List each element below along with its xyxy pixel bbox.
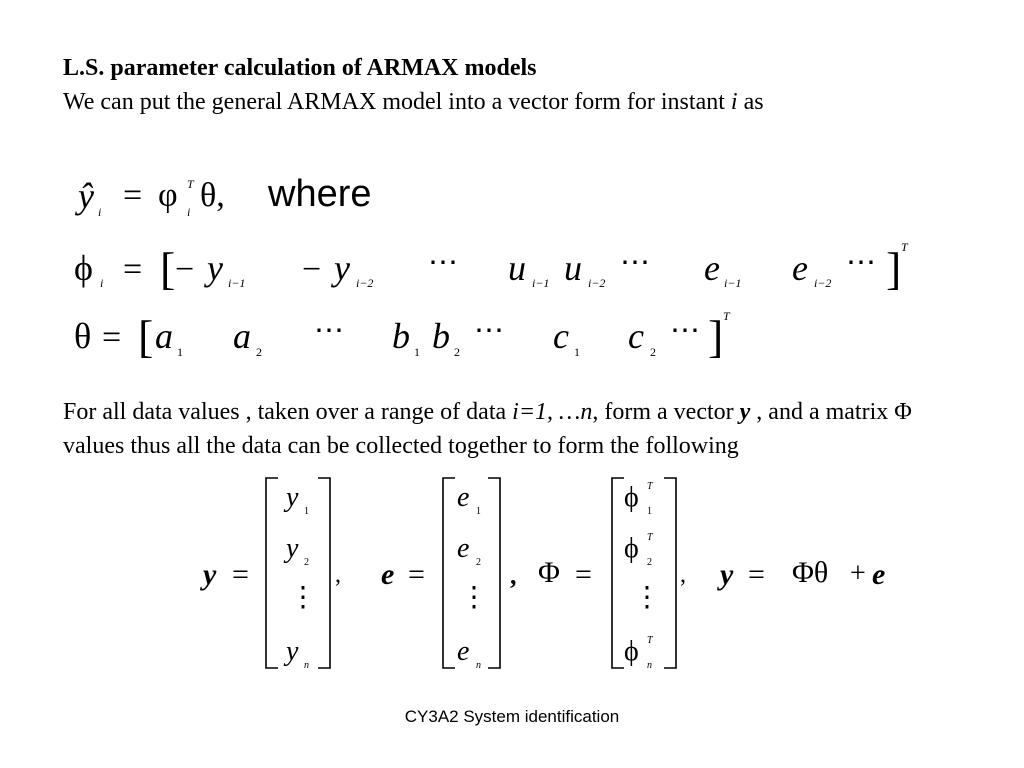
y-comma: , <box>335 562 341 588</box>
eq2-right-bracket: ] <box>886 243 902 294</box>
eq3-right-bracket: ] <box>708 311 724 362</box>
phi-entry-2-sub: 2 <box>647 557 652 568</box>
eq2-ellipsis-1: ⋯ <box>428 246 458 279</box>
e-entry-1-sub: 1 <box>476 506 481 517</box>
eq3-left-bracket: [ <box>138 311 154 362</box>
para-text-3: , and a matrix <box>750 399 895 425</box>
phi-entry-n-sub: n <box>647 660 652 671</box>
eq2-ellipsis-2: ⋯ <box>620 246 650 279</box>
eq3-b2-sym: b <box>432 316 450 356</box>
eq3-c2-sym: c <box>628 316 644 356</box>
e-right-bracket <box>488 478 500 668</box>
eq2-term-e1-sym: e <box>704 248 720 288</box>
eq3-equals: = <box>102 319 122 356</box>
phi-sub: i <box>187 205 191 219</box>
matrix-Phi <box>538 478 686 671</box>
eq3-transpose: T <box>723 309 730 323</box>
y-entry-2: y <box>286 533 299 564</box>
eq2-term-u2-sub: i−2 <box>588 276 606 290</box>
eq3-ellipsis-2: ⋯ <box>474 314 504 347</box>
eq3-b1-sub: 1 <box>414 345 420 359</box>
eq3-ellipsis-3: ⋯ <box>670 314 700 347</box>
phi-entry-1-sup: T <box>647 481 653 492</box>
Phi-comma: , <box>680 562 686 588</box>
eq3-c2-sub: 2 <box>650 345 656 359</box>
eq2-term-2-sign: − <box>302 251 322 288</box>
slide-heading: L.S. parameter calculation of ARMAX models <box>63 55 537 81</box>
Phi-right-bracket <box>664 478 676 668</box>
eq2-term-e2-sym: e <box>792 248 808 288</box>
y-entry-n-sub: n <box>304 660 309 671</box>
phi-entry-n: ϕ <box>624 636 639 667</box>
eq3-a2-sym: a <box>233 316 251 356</box>
intro-text-after: as <box>737 89 764 115</box>
eq3-c1-sym: c <box>553 316 569 356</box>
phi-entry-n-sup: T <box>647 635 653 646</box>
model-plus: + <box>850 558 866 589</box>
eq2-term-u1-sub: i−1 <box>532 276 550 290</box>
y-entry-n: y <box>286 636 299 667</box>
e-vector-lhs: e <box>381 558 395 591</box>
eq2-term-u2-sym: u <box>564 248 582 288</box>
eq3-c1-sub: 1 <box>574 345 580 359</box>
eq3-a2-sub: 2 <box>256 345 262 359</box>
e-comma: , <box>510 561 517 590</box>
Phi-equals: = <box>575 558 592 591</box>
eq3-b2-sub: 2 <box>454 345 460 359</box>
y-vdots: ⋮ <box>289 582 317 613</box>
phi-entry-2: ϕ <box>624 533 639 564</box>
eq2-term-1-sign: − <box>175 251 195 288</box>
e-entry-2-sub: 2 <box>476 557 481 568</box>
model-equals: = <box>748 558 765 591</box>
yhat-symbol: ŷ <box>78 176 94 216</box>
e-vdots: ⋮ <box>460 582 488 613</box>
para-Phi: Φ <box>894 399 912 425</box>
para-text-2: , form a vector <box>592 399 740 425</box>
eq2-term-e2-sub: i−2 <box>814 276 832 290</box>
phi-i-symbol: ϕ <box>74 248 93 288</box>
theta-lhs: θ <box>74 316 92 356</box>
y-vector-lhs: y <box>203 558 217 591</box>
eq3-b1-sym: b <box>392 316 410 356</box>
para-text-1: For all data values , taken over a range of data <box>63 399 513 425</box>
Phi-lhs: Φ <box>538 556 560 589</box>
model-e: e <box>872 558 886 591</box>
eq3-a1-sub: 1 <box>177 345 183 359</box>
eq2-term-2-sym: y <box>334 248 350 288</box>
phi-i-sub: i <box>100 276 104 290</box>
matrix-y <box>200 478 341 671</box>
eq1-equals: = <box>123 177 143 214</box>
e-entry-n: e <box>457 636 470 667</box>
para-range: i=1, …n <box>512 399 593 425</box>
e-entry-2: e <box>457 533 470 564</box>
theta-symbol: θ, <box>200 177 225 214</box>
intro-var: i <box>730 89 738 115</box>
e-vector-equals: = <box>408 558 425 591</box>
Phi-left-bracket <box>612 478 624 668</box>
eq2-term-1-sym: y <box>207 248 223 288</box>
phi-symbol: φ <box>158 177 178 214</box>
y-right-bracket <box>318 478 330 668</box>
model-y: y <box>720 558 734 591</box>
eq2-term-2-sub: i−2 <box>356 276 374 290</box>
e-entry-n-sub: n <box>476 660 481 671</box>
model-equation <box>717 556 885 591</box>
e-left-bracket <box>443 478 455 668</box>
matrix-e <box>381 478 517 671</box>
para-text-4: values thus all the data can be collected together to form the following <box>63 433 739 459</box>
phi-entry-1-sub: 1 <box>647 506 652 517</box>
eq2-transpose: T <box>901 240 908 254</box>
para-vector-y: y <box>739 399 751 425</box>
y-entry-1-sub: 1 <box>304 506 309 517</box>
phi-entry-1: ϕ <box>624 482 639 513</box>
eq2-term-u1-sym: u <box>508 248 526 288</box>
model-Phi-theta: Φθ <box>792 556 829 589</box>
where-word: where <box>268 173 372 215</box>
eq2-term-1-sub: i−1 <box>228 276 246 290</box>
y-left-bracket <box>266 478 278 668</box>
phi-vdots: ⋮ <box>633 582 661 613</box>
y-vector-equals: = <box>232 558 249 591</box>
y-entry-2-sub: 2 <box>304 557 309 568</box>
eq3-ellipsis-1: ⋯ <box>314 314 344 347</box>
eq2-ellipsis-3: ⋯ <box>846 246 876 279</box>
intro-text-before: We can put the general ARMAX model into a vector form for instant <box>63 89 731 115</box>
phi-sup: T <box>187 177 194 191</box>
eq2-left-bracket: [ <box>160 243 176 294</box>
eq3-a1-sym: a <box>155 316 173 356</box>
eq2-equals: = <box>123 251 143 288</box>
eq2-term-e1-sub: i−1 <box>724 276 742 290</box>
phi-entry-2-sup: T <box>647 532 653 543</box>
yhat-sub: i <box>98 205 102 219</box>
y-entry-1: y <box>286 482 299 513</box>
slide-footer: CY3A2 System identification <box>404 707 620 726</box>
e-entry-1: e <box>457 482 470 513</box>
